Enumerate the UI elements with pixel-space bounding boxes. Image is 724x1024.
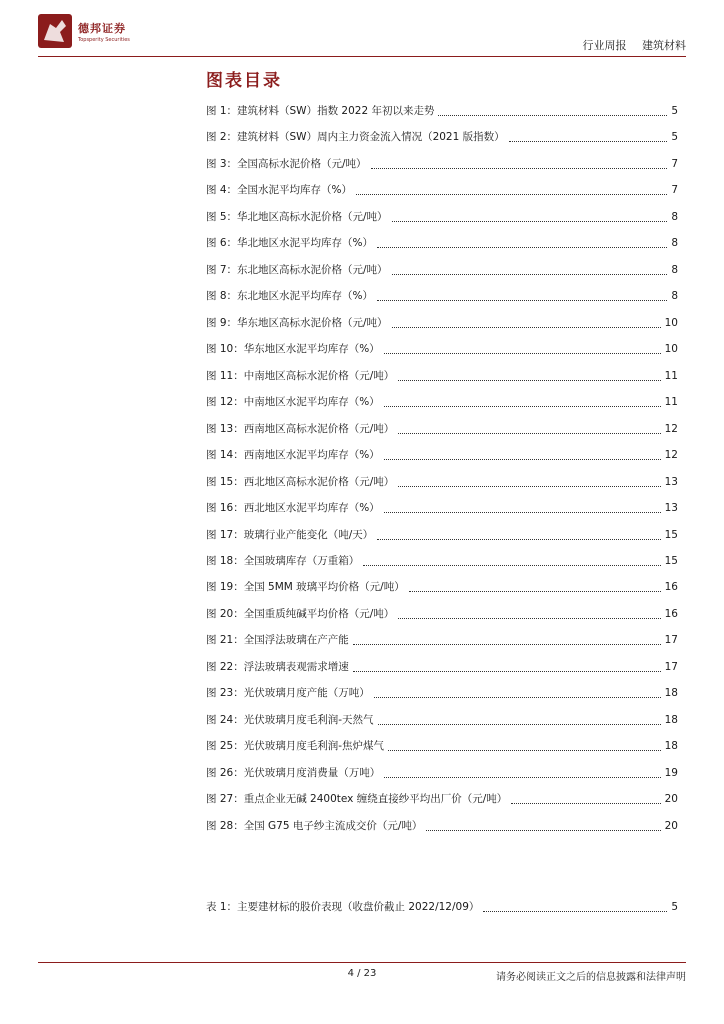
toc-entry-label: 图 4：全国水泥平均库存（%）	[206, 184, 352, 197]
toc-entry-label: 图 14：西南地区水泥平均库存（%）	[206, 449, 380, 462]
toc-entry-page: 5	[671, 901, 678, 913]
report-type: 行业周报	[582, 39, 627, 52]
dot-leader	[377, 236, 667, 248]
toc-entry-page: 8	[671, 210, 678, 223]
toc-entry-page: 18	[664, 687, 678, 700]
dot-leader	[384, 766, 660, 778]
toc-entry-label: 图 26：光伏玻璃月度消费量（万吨）	[206, 766, 381, 779]
toc-entry[interactable]	[206, 819, 678, 845]
dot-leader	[356, 183, 667, 195]
toc-entry[interactable]	[206, 236, 678, 262]
toc-entry-label: 图 18：全国玻璃库存（万重箱）	[206, 554, 360, 567]
page-header	[0, 0, 724, 60]
toc-entry-page: 17	[664, 634, 678, 647]
toc-entry-label: 图 21：全国浮法玻璃在产产能	[206, 634, 349, 647]
toc-entry[interactable]	[206, 263, 678, 289]
toc-entry-page: 13	[664, 502, 678, 515]
toc-entry-label: 图 8：东北地区水泥平均库存（%）	[206, 290, 373, 303]
logo-name-en: Topsperity Securities	[78, 36, 130, 43]
toc-entry-page: 11	[664, 369, 678, 382]
toc-entry-page: 5	[671, 105, 678, 117]
dot-leader	[409, 580, 661, 592]
header-divider	[38, 56, 686, 57]
sector-label: 建筑材料	[642, 39, 686, 52]
toc-entry-page: 18	[664, 713, 678, 726]
toc-entry-label: 图 10：华东地区水泥平均库存（%）	[206, 343, 380, 356]
toc-entry-label: 图 19：全国 5MM 玻璃平均价格（元/吨）	[206, 581, 405, 594]
toc-entry[interactable]	[206, 766, 678, 792]
logo-icon	[38, 14, 72, 48]
toc-entry-page: 7	[671, 157, 678, 170]
toc-entry-page: 19	[664, 766, 678, 779]
dot-leader	[398, 607, 660, 619]
toc-entry[interactable]	[206, 289, 678, 315]
toc-entry[interactable]	[206, 475, 678, 501]
toc-entry-page: 10	[664, 343, 678, 356]
toc-entry-page: 11	[664, 396, 678, 409]
page-number: 4 / 23	[347, 968, 377, 979]
dot-leader	[509, 130, 668, 142]
toc-entry-page: 8	[671, 263, 678, 276]
toc-entry[interactable]	[206, 554, 678, 580]
toc-entry-label: 图 16：西北地区水泥平均库存（%）	[206, 502, 380, 515]
toc-entry[interactable]	[206, 792, 678, 818]
dot-leader	[374, 686, 661, 698]
dot-leader	[384, 395, 661, 407]
toc-entry[interactable]	[206, 900, 678, 926]
toc-entry[interactable]	[206, 660, 678, 686]
dot-leader	[392, 210, 668, 222]
legal-disclaimer: 请务必阅读正文之后的信息披露和法律声明	[496, 972, 686, 983]
dot-leader	[384, 501, 661, 513]
dot-leader	[398, 369, 660, 381]
toc-entry[interactable]	[206, 130, 678, 156]
toc-entry-label: 图 1：建筑材料（SW）指数 2022 年初以来走势	[206, 105, 435, 117]
toc-entry-label: 图 7：东北地区高标水泥价格（元/吨）	[206, 263, 388, 276]
toc-entry[interactable]	[206, 607, 678, 633]
dot-leader	[426, 819, 660, 831]
dot-leader	[377, 528, 660, 540]
toc-entry-label: 图 2：建筑材料（SW）周内主力资金流入情况（2021 版指数）	[206, 131, 505, 144]
toc-entry-label: 图 11：中南地区高标水泥价格（元/吨）	[206, 369, 395, 382]
toc-entry[interactable]	[206, 157, 678, 183]
toc-entry[interactable]	[206, 633, 678, 659]
toc-entry[interactable]	[206, 528, 678, 554]
toc-entry-page: 13	[664, 475, 678, 488]
toc-entry[interactable]	[206, 342, 678, 368]
toc-entry-label: 图 6：华北地区水泥平均库存（%）	[206, 237, 373, 250]
dot-leader	[371, 157, 668, 169]
dot-leader	[483, 900, 667, 912]
dot-leader	[353, 633, 661, 645]
toc-entry[interactable]	[206, 395, 678, 421]
toc-entry[interactable]	[206, 369, 678, 395]
toc-entry-page: 17	[664, 660, 678, 673]
toc-entry-label: 图 13：西南地区高标水泥价格（元/吨）	[206, 422, 395, 435]
toc-entry-page: 8	[671, 290, 678, 303]
toc-entry-label: 图 15：西北地区高标水泥价格（元/吨）	[206, 475, 395, 488]
toc-entry[interactable]	[206, 713, 678, 739]
toc-entry[interactable]	[206, 501, 678, 527]
dot-leader	[388, 739, 661, 751]
dot-leader	[398, 475, 660, 487]
toc-entry[interactable]	[206, 580, 678, 606]
dot-leader	[392, 316, 661, 328]
toc-entry-page: 7	[671, 184, 678, 197]
table-list	[206, 900, 678, 926]
toc-entry-label: 图 25：光伏玻璃月度毛利润-焦炉煤气	[206, 740, 384, 753]
toc-entry-page: 15	[664, 554, 678, 567]
toc-entry-page: 18	[664, 740, 678, 753]
toc-entry-page: 16	[664, 607, 678, 620]
dot-leader	[363, 554, 660, 566]
figure-list	[206, 104, 678, 845]
toc-entry-label: 图 28：全国 G75 电子纱主流成交价（元/吨）	[206, 819, 423, 832]
toc-entry[interactable]	[206, 183, 678, 209]
toc-entry[interactable]	[206, 448, 678, 474]
dot-leader	[438, 104, 667, 116]
toc-entry[interactable]	[206, 422, 678, 448]
dot-leader	[511, 792, 660, 804]
toc-entry-page: 8	[671, 237, 678, 250]
toc-entry[interactable]	[206, 210, 678, 236]
dot-leader	[353, 660, 661, 672]
toc-entry-label: 图 27：重点企业无碱 2400tex 缠绕直接纱平均出厂价（元/吨）	[206, 793, 508, 806]
company-logo	[38, 14, 130, 48]
toc-entry-label: 图 3：全国高标水泥价格（元/吨）	[206, 157, 367, 170]
toc-entry[interactable]	[206, 739, 678, 765]
toc-entry-page: 12	[664, 422, 678, 435]
toc-entry-page: 5	[671, 131, 678, 144]
toc-entry-page: 20	[664, 819, 678, 832]
toc-entry[interactable]	[206, 316, 678, 342]
toc-entry[interactable]	[206, 686, 678, 712]
dot-leader	[384, 342, 661, 354]
toc-title: 图表目录	[206, 71, 282, 91]
dot-leader	[398, 422, 660, 434]
toc-entry-page: 20	[664, 793, 678, 806]
toc-entry-label: 表 1：主要建材标的股价表现（收盘价截止 2022/12/09）	[206, 901, 480, 913]
dot-leader	[377, 289, 667, 301]
toc-entry-label: 图 12：中南地区水泥平均库存（%）	[206, 396, 380, 409]
toc-entry-label: 图 5：华北地区高标水泥价格（元/吨）	[206, 210, 388, 223]
toc-entry-label: 图 22：浮法玻璃表观需求增速	[206, 660, 349, 673]
toc-entry-label: 图 23：光伏玻璃月度产能（万吨）	[206, 687, 370, 700]
toc-entry-page: 12	[664, 449, 678, 462]
dot-leader	[378, 713, 661, 725]
toc-entry-page: 10	[664, 316, 678, 329]
toc-entry[interactable]	[206, 104, 678, 130]
dot-leader	[384, 448, 661, 460]
toc-entry-page: 15	[664, 528, 678, 541]
dot-leader	[392, 263, 668, 275]
toc-entry-label: 图 9：华东地区高标水泥价格（元/吨）	[206, 316, 388, 329]
toc-entry-page: 16	[664, 581, 678, 594]
footer-divider	[38, 962, 686, 963]
toc-entry-label: 图 24：光伏玻璃月度毛利润-天然气	[206, 713, 374, 726]
toc-entry-label: 图 17：玻璃行业产能变化（吨/天）	[206, 528, 374, 541]
toc-entry-label: 图 20：全国重质纯碱平均价格（元/吨）	[206, 607, 395, 620]
logo-name-cn: 德邦证券	[78, 21, 126, 35]
